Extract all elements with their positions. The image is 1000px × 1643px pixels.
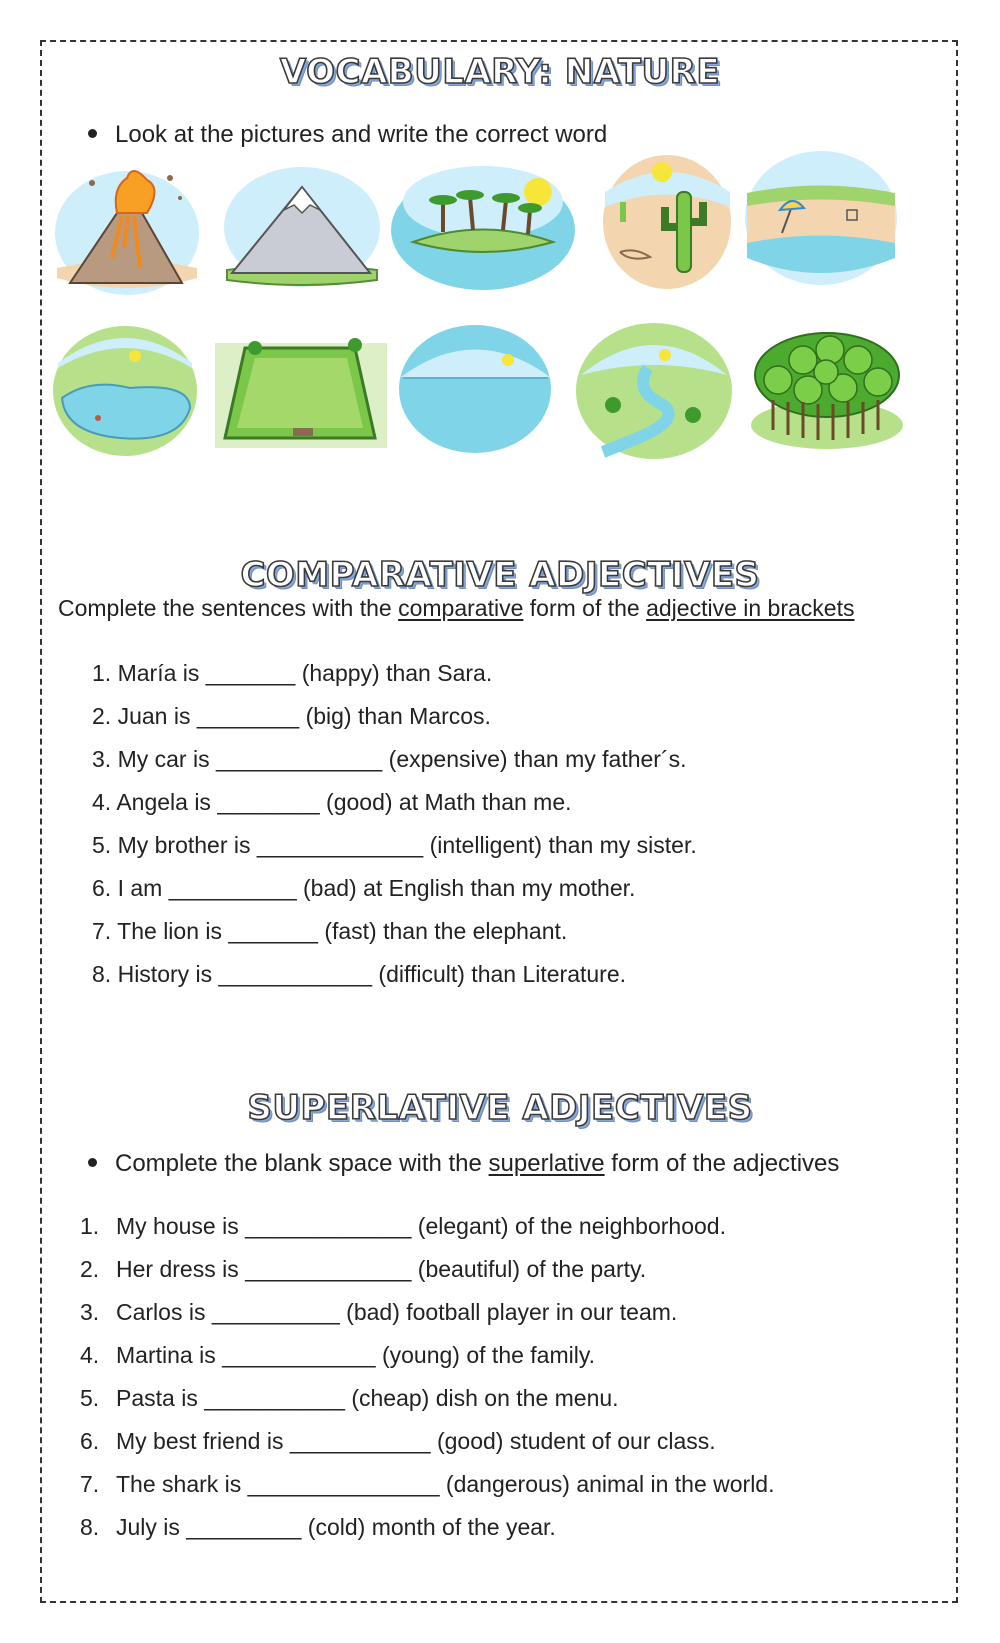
mountain-picture <box>222 165 382 290</box>
answer-blank[interactable]: _______ <box>228 918 318 944</box>
list-item: 3. My car is _____________ (expensive) than my father´s. <box>92 746 687 772</box>
list-item: 6. I am __________ (bad) at English than my mother. <box>92 875 636 901</box>
answer-blank[interactable]: __________ <box>211 1299 340 1325</box>
comparative-list <box>92 660 697 1004</box>
beach-picture <box>742 148 900 288</box>
list-item: 1. My house is _____________ (elegant) of the neighborhood. <box>80 1213 726 1239</box>
list-item: 4. Martina is ____________ (young) of the family. <box>80 1342 596 1368</box>
comparative-instruction: Complete the sentences with the comparative form of the adjective in brackets <box>58 595 855 621</box>
bullet-icon <box>88 1158 97 1167</box>
island-picture <box>388 162 578 292</box>
forest-picture <box>748 320 906 452</box>
answer-blank[interactable]: _________ <box>186 1514 302 1540</box>
list-item: 5. Pasta is ___________ (cheap) dish on the menu. <box>80 1385 619 1411</box>
list-item: 7. The shark is _______________ (dangerous) animal in the world. <box>80 1471 775 1497</box>
comparative-title: COMPARATIVE ADJECTIVES <box>240 555 760 595</box>
answer-blank[interactable]: _____________ <box>245 1256 412 1282</box>
answer-blank[interactable]: _____________ <box>245 1213 412 1239</box>
list-item: 3. Carlos is __________ (bad) football player in our team. <box>80 1299 678 1325</box>
list-item: 4. Angela is ________ (good) at Math than me. <box>92 789 572 815</box>
answer-blank[interactable]: _____________ <box>256 832 424 858</box>
list-item: 8. July is _________ (cold) month of the year. <box>80 1514 556 1540</box>
desert-picture <box>600 152 735 292</box>
list-item: 7. The lion is _______ (fast) than the elephant. <box>92 918 568 944</box>
vocabulary-title: VOCABULARY: NATURE <box>279 52 721 92</box>
volcano-picture <box>52 158 202 298</box>
answer-blank[interactable]: ____________ <box>218 961 373 987</box>
answer-blank[interactable]: _______ <box>205 660 296 686</box>
list-item: 8. History is ____________ (difficult) than Literature. <box>92 961 627 987</box>
answer-blank[interactable]: _____________ <box>215 746 383 772</box>
lake-picture <box>50 323 200 458</box>
superlative-title: SUPERLATIVE ADJECTIVES <box>247 1088 753 1128</box>
answer-blank[interactable]: ___________ <box>289 1428 431 1454</box>
river-picture <box>573 320 735 462</box>
list-item: 5. My brother is _____________ (intelligent) than my sister. <box>92 832 697 858</box>
answer-blank[interactable]: ________ <box>196 703 300 729</box>
vocabulary-instruction: Look at the pictures and write the correct word <box>88 121 607 149</box>
answer-blank[interactable]: _______________ <box>247 1471 440 1497</box>
field-picture <box>215 333 387 451</box>
answer-blank[interactable]: __________ <box>168 875 297 901</box>
list-item: 1. María is _______ (happy) than Sara. <box>92 660 493 686</box>
bullet-icon <box>88 129 97 138</box>
superlative-instruction: Complete the blank space with the superlative form of the adjectives <box>88 1150 839 1178</box>
list-item: 2. Juan is ________ (big) than Marcos. <box>92 703 491 729</box>
list-item: 2. Her dress is _____________ (beautiful) of the party. <box>80 1256 647 1282</box>
answer-blank[interactable]: ___________ <box>204 1385 345 1411</box>
sea-picture <box>398 322 553 457</box>
list-item: 6. My best friend is ___________ (good) student of our class. <box>80 1428 716 1454</box>
answer-blank[interactable]: ________ <box>217 789 320 815</box>
superlative-list <box>80 1213 774 1557</box>
answer-blank[interactable]: ____________ <box>222 1342 376 1368</box>
